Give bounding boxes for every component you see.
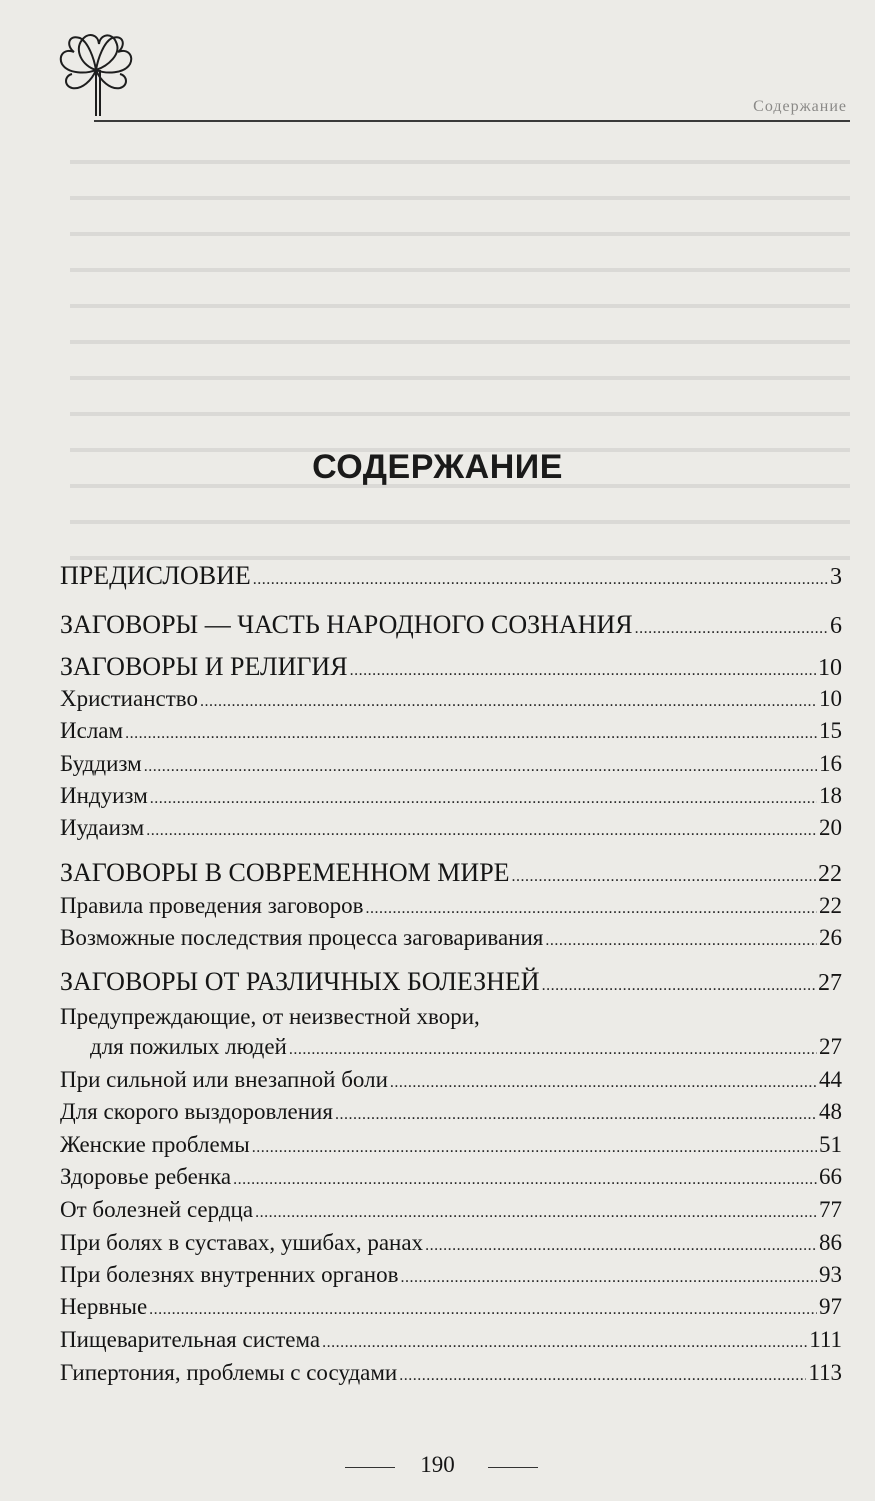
toc-entry [60, 686, 842, 712]
dot-leader [125, 725, 817, 743]
toc-entry-page: 10 [818, 655, 842, 681]
toc-entry-page: 18 [819, 783, 842, 808]
toc-entry-page: 77 [819, 1197, 842, 1222]
toc-entry-label: Правила проведения заговоров [60, 893, 364, 918]
dot-leader [635, 620, 828, 638]
dot-leader [400, 1269, 817, 1287]
toc-entry-page: 22 [819, 893, 842, 918]
toc-entry [60, 1327, 842, 1353]
toc-entry-label: Индуизм [60, 783, 148, 808]
toc-entry-label: Возможные последствия процесса заговаривания [60, 925, 544, 950]
toc-entry-page: 16 [819, 751, 842, 776]
toc-entry-label: ЗАГОВОРЫ ОТ РАЗЛИЧНЫХ БОЛЕЗНЕЙ [60, 967, 540, 996]
dot-leader [289, 1041, 817, 1059]
toc-entry [60, 1262, 842, 1288]
toc-entry-page: 113 [808, 1360, 842, 1385]
toc-entry-label: Для скорого выздоровления [60, 1099, 333, 1124]
toc-entry-page: 86 [819, 1230, 842, 1255]
toc-entry-label: Женские проблемы [60, 1132, 250, 1157]
toc-entry-label: Здоровье ребенка [60, 1164, 232, 1189]
toc-entry-label: Буддизм [60, 751, 142, 776]
toc-entry [60, 652, 842, 682]
toc-entry-page: 48 [819, 1099, 842, 1124]
toc-entry-page: 10 [819, 686, 842, 711]
dot-leader [255, 1204, 817, 1222]
toc-entry [60, 1099, 842, 1125]
toc-entry-page: 111 [809, 1327, 842, 1352]
page-title: СОДЕРЖАНИЕ [312, 448, 563, 486]
toc-entry-label: При болях в суставах, ушибах, ранах [60, 1230, 424, 1255]
running-head: Содержание [753, 98, 847, 115]
dot-leader [252, 1139, 817, 1157]
toc-entry-label: Гипертония, проблемы с сосудами [60, 1360, 398, 1385]
dot-leader [322, 1334, 807, 1352]
footer-rule-right [488, 1467, 538, 1468]
toc-entry-page: 97 [819, 1294, 842, 1319]
dot-leader [150, 790, 817, 808]
dot-leader [425, 1237, 817, 1255]
header-rule [94, 120, 850, 122]
toc-entry-page: 22 [818, 861, 842, 887]
toc-entry [60, 610, 842, 640]
toc-entry-label: Пищеварительная система [60, 1327, 321, 1352]
toc-entry-label: Ислам [60, 718, 124, 743]
dot-leader [149, 1301, 817, 1319]
toc-entry [60, 1067, 842, 1093]
toc-entry-label-line1: Предупреждающие, от неизвестной хвори, [60, 1004, 480, 1029]
toc-entry-label: для пожилых людей [90, 1034, 287, 1059]
dot-leader [390, 1074, 817, 1092]
toc-entry [60, 783, 842, 809]
toc-entry-page: 66 [819, 1164, 842, 1189]
toc-entry [60, 893, 842, 919]
dot-leader [144, 758, 817, 776]
dot-leader [545, 932, 817, 950]
toc-entry [60, 1164, 842, 1190]
dot-leader [146, 822, 817, 840]
toc-entry-page: 6 [830, 613, 842, 639]
toc-entry-page: 51 [819, 1132, 842, 1157]
toc-entry [60, 1360, 842, 1386]
toc-entry [60, 925, 842, 951]
toc-entry [60, 815, 842, 841]
dot-leader [542, 977, 816, 995]
dot-leader [253, 571, 828, 589]
toc-entry-label: Иудаизм [60, 815, 145, 840]
toc-entry-label: Христианство [60, 686, 198, 711]
toc-entry-label: ЗАГОВОРЫ И РЕЛИГИЯ [60, 652, 348, 681]
toc-entry-page: 26 [819, 925, 842, 950]
toc-entry [60, 1294, 842, 1320]
toc-entry-page: 44 [819, 1067, 842, 1092]
toc-entry-label: ПРЕДИСЛОВИЕ [60, 561, 251, 590]
bleed-through-texture [70, 140, 850, 560]
dot-leader [233, 1171, 817, 1189]
toc-entry-label: ЗАГОВОРЫ В СОВРЕМЕННОМ МИРЕ [60, 858, 510, 887]
toc-entry-label: От болезней сердца [60, 1197, 254, 1222]
page-number: 190 [420, 1452, 455, 1477]
toc-entry [60, 858, 842, 888]
toc-entry-label: Нервные [60, 1294, 148, 1319]
toc-entry-label: При болезнях внутренних органов [60, 1262, 399, 1287]
dot-leader [350, 662, 816, 680]
toc-entry-page: 93 [819, 1262, 842, 1287]
toc-entry [60, 1230, 842, 1256]
toc-entry [60, 751, 842, 777]
toc-entry [60, 1132, 842, 1158]
toc-entry-page: 15 [819, 718, 842, 743]
toc-entry-label: При сильной или внезапной боли [60, 1067, 388, 1092]
toc-entry [60, 561, 842, 591]
toc-entry-page: 27 [819, 1034, 842, 1059]
toc-entry [60, 1034, 842, 1060]
toc-entry-page: 27 [818, 970, 842, 996]
clover-icon [52, 26, 140, 116]
dot-leader [512, 868, 816, 886]
dot-leader [365, 900, 817, 918]
toc-entry [60, 967, 842, 997]
toc-entry [60, 718, 842, 744]
toc-entry-label: ЗАГОВОРЫ — ЧАСТЬ НАРОДНОГО СОЗНАНИЯ [60, 610, 633, 639]
toc-entry-page: 3 [830, 564, 842, 590]
dot-leader [200, 693, 817, 711]
toc-entry [60, 1197, 842, 1223]
dot-leader [399, 1367, 806, 1385]
dot-leader [335, 1106, 817, 1124]
toc-entry-page: 20 [819, 815, 842, 840]
